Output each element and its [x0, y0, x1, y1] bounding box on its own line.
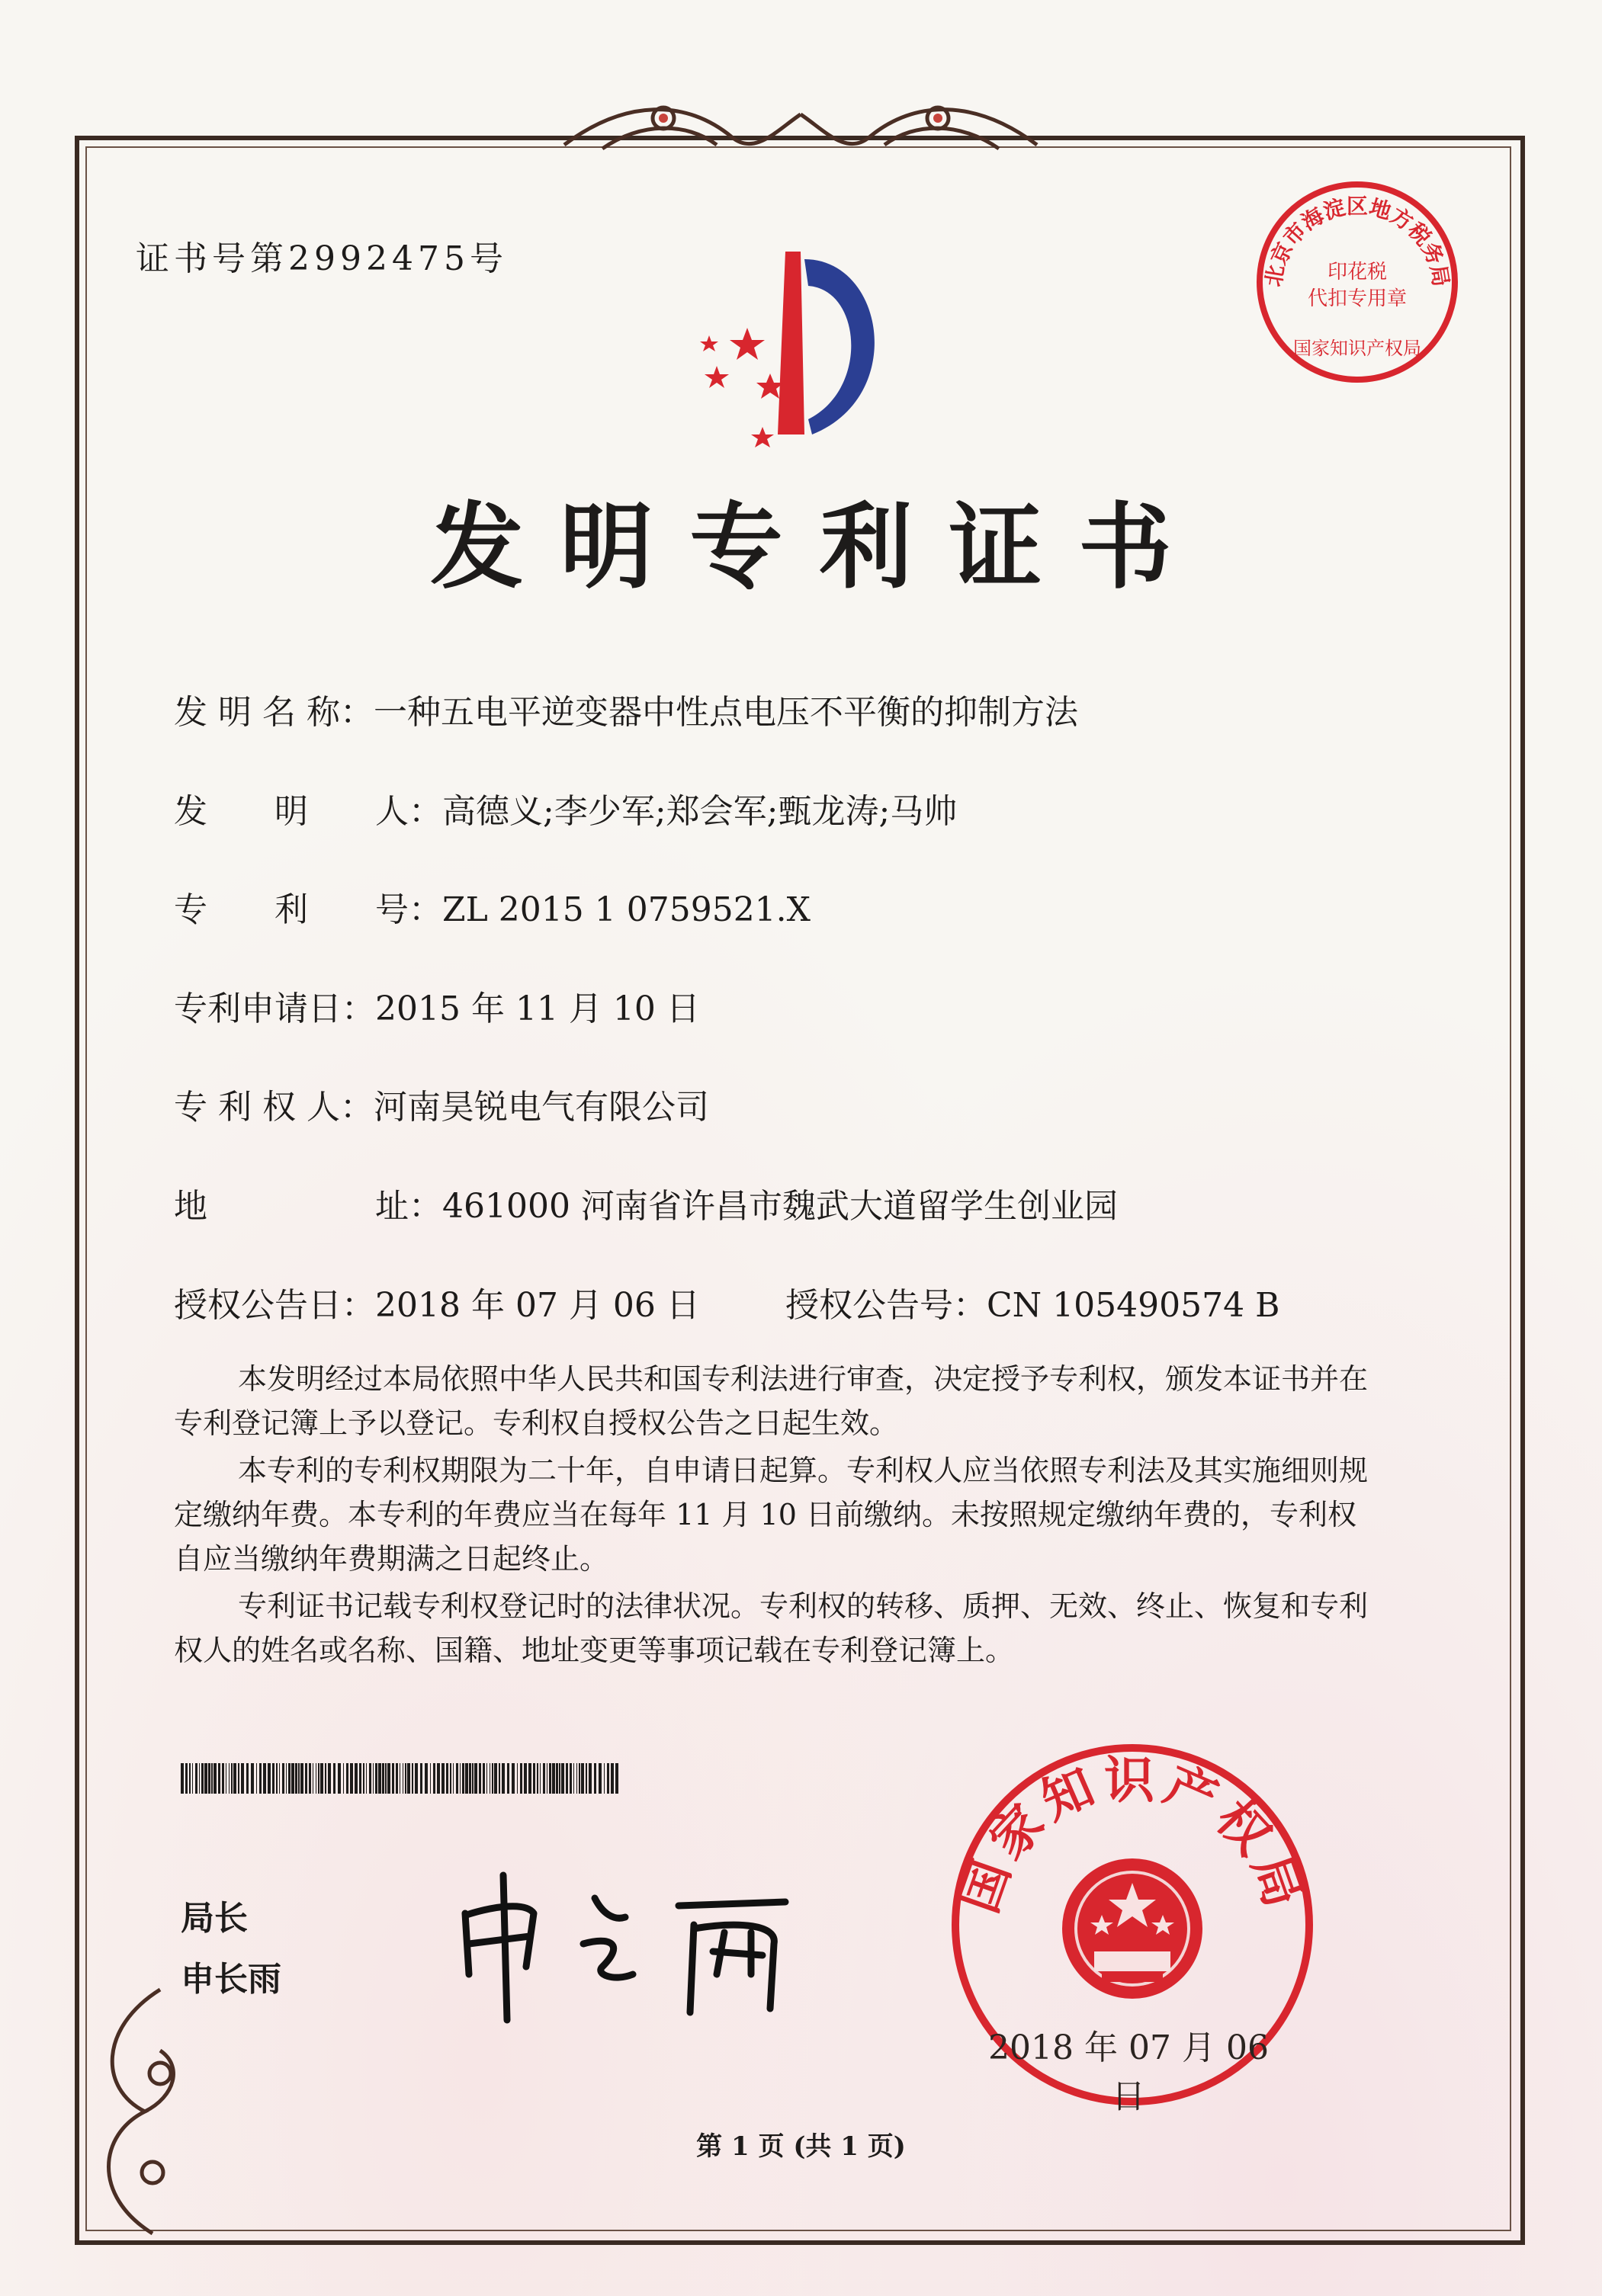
field-label: 专 利 号：	[174, 890, 442, 929]
field-grant-date	[174, 1278, 700, 1326]
barcode-bar	[594, 1763, 596, 1794]
barcode-bar	[456, 1763, 458, 1794]
barcode-bar	[201, 1763, 204, 1794]
barcode-bar	[229, 1763, 230, 1794]
barcode-bar	[385, 1763, 387, 1794]
barcode-bar	[561, 1763, 564, 1794]
barcode-bar	[430, 1763, 431, 1794]
barcode-bar	[222, 1763, 224, 1794]
barcode-bar	[479, 1763, 481, 1794]
barcode-bar	[241, 1763, 244, 1794]
barcode-bar	[363, 1763, 364, 1794]
barcode-bar	[512, 1763, 515, 1794]
barcode-bar	[450, 1763, 451, 1794]
tax-seal	[1250, 175, 1464, 389]
director-title: 局长	[181, 1899, 248, 1938]
seal-date: 2018 年 07 月 06 日	[988, 2028, 1269, 2116]
page-number: 第 1 页 (共 1 页)	[696, 2131, 906, 2162]
barcode-bar	[611, 1763, 614, 1794]
barcode-bar	[272, 1763, 274, 1794]
barcode-bar	[524, 1763, 527, 1794]
barcode-bar	[559, 1763, 560, 1794]
barcode-bar	[211, 1763, 213, 1794]
barcode-bar	[305, 1763, 307, 1794]
barcode-bar	[570, 1763, 572, 1794]
barcode-bar	[465, 1763, 468, 1794]
field-label: 专 利 权 人：	[174, 1088, 374, 1127]
national-emblem	[1062, 1858, 1202, 1999]
barcode-bar	[204, 1763, 207, 1794]
field-label: 授权公告号：	[785, 1286, 987, 1325]
barcode-bar	[420, 1763, 422, 1794]
barcode-bar	[460, 1763, 461, 1794]
field-label: 发 明 人：	[174, 792, 442, 831]
field-inventors	[174, 784, 957, 832]
barcode-bar	[192, 1763, 193, 1794]
barcode-bar	[576, 1763, 577, 1794]
barcode-bar	[556, 1763, 558, 1794]
certificate-number: 证书号第2992475号	[136, 239, 508, 278]
paragraph: 本专利的专利权期限为二十年，自申请日起算。专利权人应当依照专利法及其实施细则规定缴纳年费。本专利的年费应当在每年 11 月 10 日前缴纳。未按照规定缴纳年费的，专利权自应当缴纳年费期满之日起终止。	[174, 1454, 1369, 1576]
barcode-bar	[540, 1763, 541, 1794]
tax-seal-line2: 代扣专用章	[1307, 287, 1408, 310]
barcode-bar	[604, 1763, 605, 1794]
barcode-bar	[346, 1763, 348, 1794]
barcode-bar	[195, 1763, 197, 1794]
barcode-bar	[231, 1763, 233, 1794]
barcode-bar	[486, 1763, 487, 1794]
field-value: ZL 2015 1 0759521.X	[442, 890, 811, 929]
barcode-bar	[441, 1763, 445, 1794]
field-label: 授权公告日：	[174, 1286, 375, 1325]
barcode-bar	[338, 1763, 341, 1794]
barcode-bar	[298, 1763, 300, 1794]
tax-seal-outer-text: 北京市海淀区地方税务局	[1260, 193, 1454, 289]
barcode-bar	[199, 1763, 200, 1794]
barcode-bar	[446, 1763, 448, 1794]
field-value: 2018 年 07 月 06 日	[375, 1286, 700, 1325]
barcode-bar	[189, 1763, 191, 1794]
barcode-bar	[494, 1763, 497, 1794]
paragraph: 专利证书记载专利权登记时的法律状况。专利权的转移、质押、无效、终止、恢复和专利权人的姓名或名称、国籍、地址变更等事项记载在专利登记簿上。	[174, 1589, 1369, 1667]
barcode-bar	[343, 1763, 344, 1794]
barcode-bar	[566, 1763, 568, 1794]
barcode-bar	[462, 1763, 464, 1794]
top-ornament	[534, 84, 1067, 168]
barcode-bar	[359, 1763, 361, 1794]
barcode-bar	[369, 1763, 371, 1794]
barcode-bar	[615, 1763, 618, 1794]
certificate-body	[174, 1357, 1379, 1676]
barcode-bar	[472, 1763, 474, 1794]
field-value: 2015 年 11 月 10 日	[375, 989, 700, 1028]
director-signature	[450, 1860, 808, 2028]
barcode-bar	[279, 1763, 280, 1794]
barcode-bar	[286, 1763, 287, 1794]
barcode-bar	[533, 1763, 535, 1794]
barcode-bar	[412, 1763, 413, 1794]
barcode-bar	[392, 1763, 394, 1794]
field-patentee	[174, 1079, 709, 1128]
field-address	[174, 1178, 1118, 1227]
barcode-bar	[233, 1763, 236, 1794]
barcode-bar	[586, 1763, 587, 1794]
barcode-bar	[325, 1763, 326, 1794]
barcode-bar	[256, 1763, 257, 1794]
field-patent-number	[174, 882, 811, 931]
field-value: CN 105490574 B	[987, 1286, 1280, 1325]
field-value: 高德义;李少军;郑会军;甄龙涛;马帅	[442, 792, 958, 831]
field-value: 461000 河南省许昌市魏武大道留学生创业园	[442, 1187, 1118, 1226]
barcode-bar	[507, 1763, 509, 1794]
field-invention-name	[174, 685, 1078, 733]
left-ornament	[69, 1982, 206, 2241]
barcode-bar	[405, 1763, 406, 1794]
barcode-bar	[282, 1763, 284, 1794]
barcode-bar	[469, 1763, 471, 1794]
barcode-bar	[268, 1763, 271, 1794]
barcode-bar	[259, 1763, 262, 1794]
barcode-bar	[300, 1763, 303, 1794]
barcode-bar	[552, 1763, 555, 1794]
barcode-bar	[238, 1763, 239, 1794]
barcode-bar	[295, 1763, 297, 1794]
field-label: 地 址：	[174, 1187, 442, 1226]
barcode-bar	[366, 1763, 367, 1794]
field-value: 一种五电平逆变器中性点电压不平衡的抑制方法	[373, 693, 1078, 732]
barcode-bar	[407, 1763, 410, 1794]
page-title: 发明专利证书	[430, 493, 1209, 601]
barcode-bar	[387, 1763, 390, 1794]
barcode	[181, 1763, 623, 1794]
barcode-bar	[425, 1763, 428, 1794]
tax-seal-line1: 印花税	[1327, 261, 1388, 284]
barcode-bar	[396, 1763, 398, 1794]
director-name: 申长雨	[181, 1960, 281, 1999]
barcode-bar	[433, 1763, 435, 1794]
barcode-bar	[607, 1763, 609, 1794]
barcode-bar	[246, 1763, 249, 1794]
sipo-logo	[656, 244, 930, 450]
barcode-bar	[517, 1763, 518, 1794]
barcode-bar	[549, 1763, 551, 1794]
barcode-bar	[599, 1763, 602, 1794]
barcode-bar	[415, 1763, 418, 1794]
field-value: 河南昊锐电气有限公司	[373, 1088, 709, 1127]
field-label: 发 明 名 称：	[174, 693, 374, 732]
barcode-bar	[355, 1763, 358, 1794]
barcode-bar	[333, 1763, 335, 1794]
barcode-bar	[502, 1763, 505, 1794]
barcode-bar	[499, 1763, 500, 1794]
barcode-bar	[382, 1763, 384, 1794]
field-label: 专利申请日：	[174, 989, 375, 1028]
field-application-date	[174, 981, 700, 1030]
barcode-bar	[181, 1763, 184, 1794]
barcode-bar	[263, 1763, 266, 1794]
barcode-bar	[453, 1763, 454, 1794]
barcode-bar	[543, 1763, 545, 1794]
barcode-bar	[537, 1763, 538, 1794]
barcode-bar	[320, 1763, 323, 1794]
barcode-bar	[589, 1763, 592, 1794]
barcode-bar	[483, 1763, 485, 1794]
barcode-bar	[373, 1763, 374, 1794]
barcode-bar	[474, 1763, 477, 1794]
barcode-bar	[213, 1763, 217, 1794]
barcode-bar	[328, 1763, 331, 1794]
barcode-bar	[520, 1763, 522, 1794]
barcode-bar	[581, 1763, 584, 1794]
barcode-bar	[528, 1763, 531, 1794]
barcode-bar	[251, 1763, 254, 1794]
barcode-bar	[573, 1763, 574, 1794]
field-grant-number	[785, 1278, 1279, 1326]
barcode-bar	[375, 1763, 377, 1794]
barcode-bar	[208, 1763, 210, 1794]
barcode-bar	[318, 1763, 319, 1794]
barcode-bar	[288, 1763, 291, 1794]
barcode-bar	[185, 1763, 188, 1794]
barcode-bar	[378, 1763, 381, 1794]
barcode-bar	[492, 1763, 493, 1794]
barcode-bar	[350, 1763, 353, 1794]
tax-seal-bottom-text: 国家知识产权局	[1293, 338, 1421, 359]
barcode-bar	[291, 1763, 294, 1794]
barcode-bar	[309, 1763, 311, 1794]
barcode-bar	[579, 1763, 580, 1794]
paragraph: 本发明经过本局依照中华人民共和国专利法进行审查，决定授予专利权，颁发本证书并在专利登记簿上予以登记。专利权自授权公告之日起生效。	[174, 1362, 1369, 1440]
barcode-bar	[276, 1763, 278, 1794]
sipo-seal-text: 国家知识产权局	[949, 1751, 1315, 1920]
barcode-bar	[218, 1763, 220, 1794]
barcode-bar	[437, 1763, 440, 1794]
